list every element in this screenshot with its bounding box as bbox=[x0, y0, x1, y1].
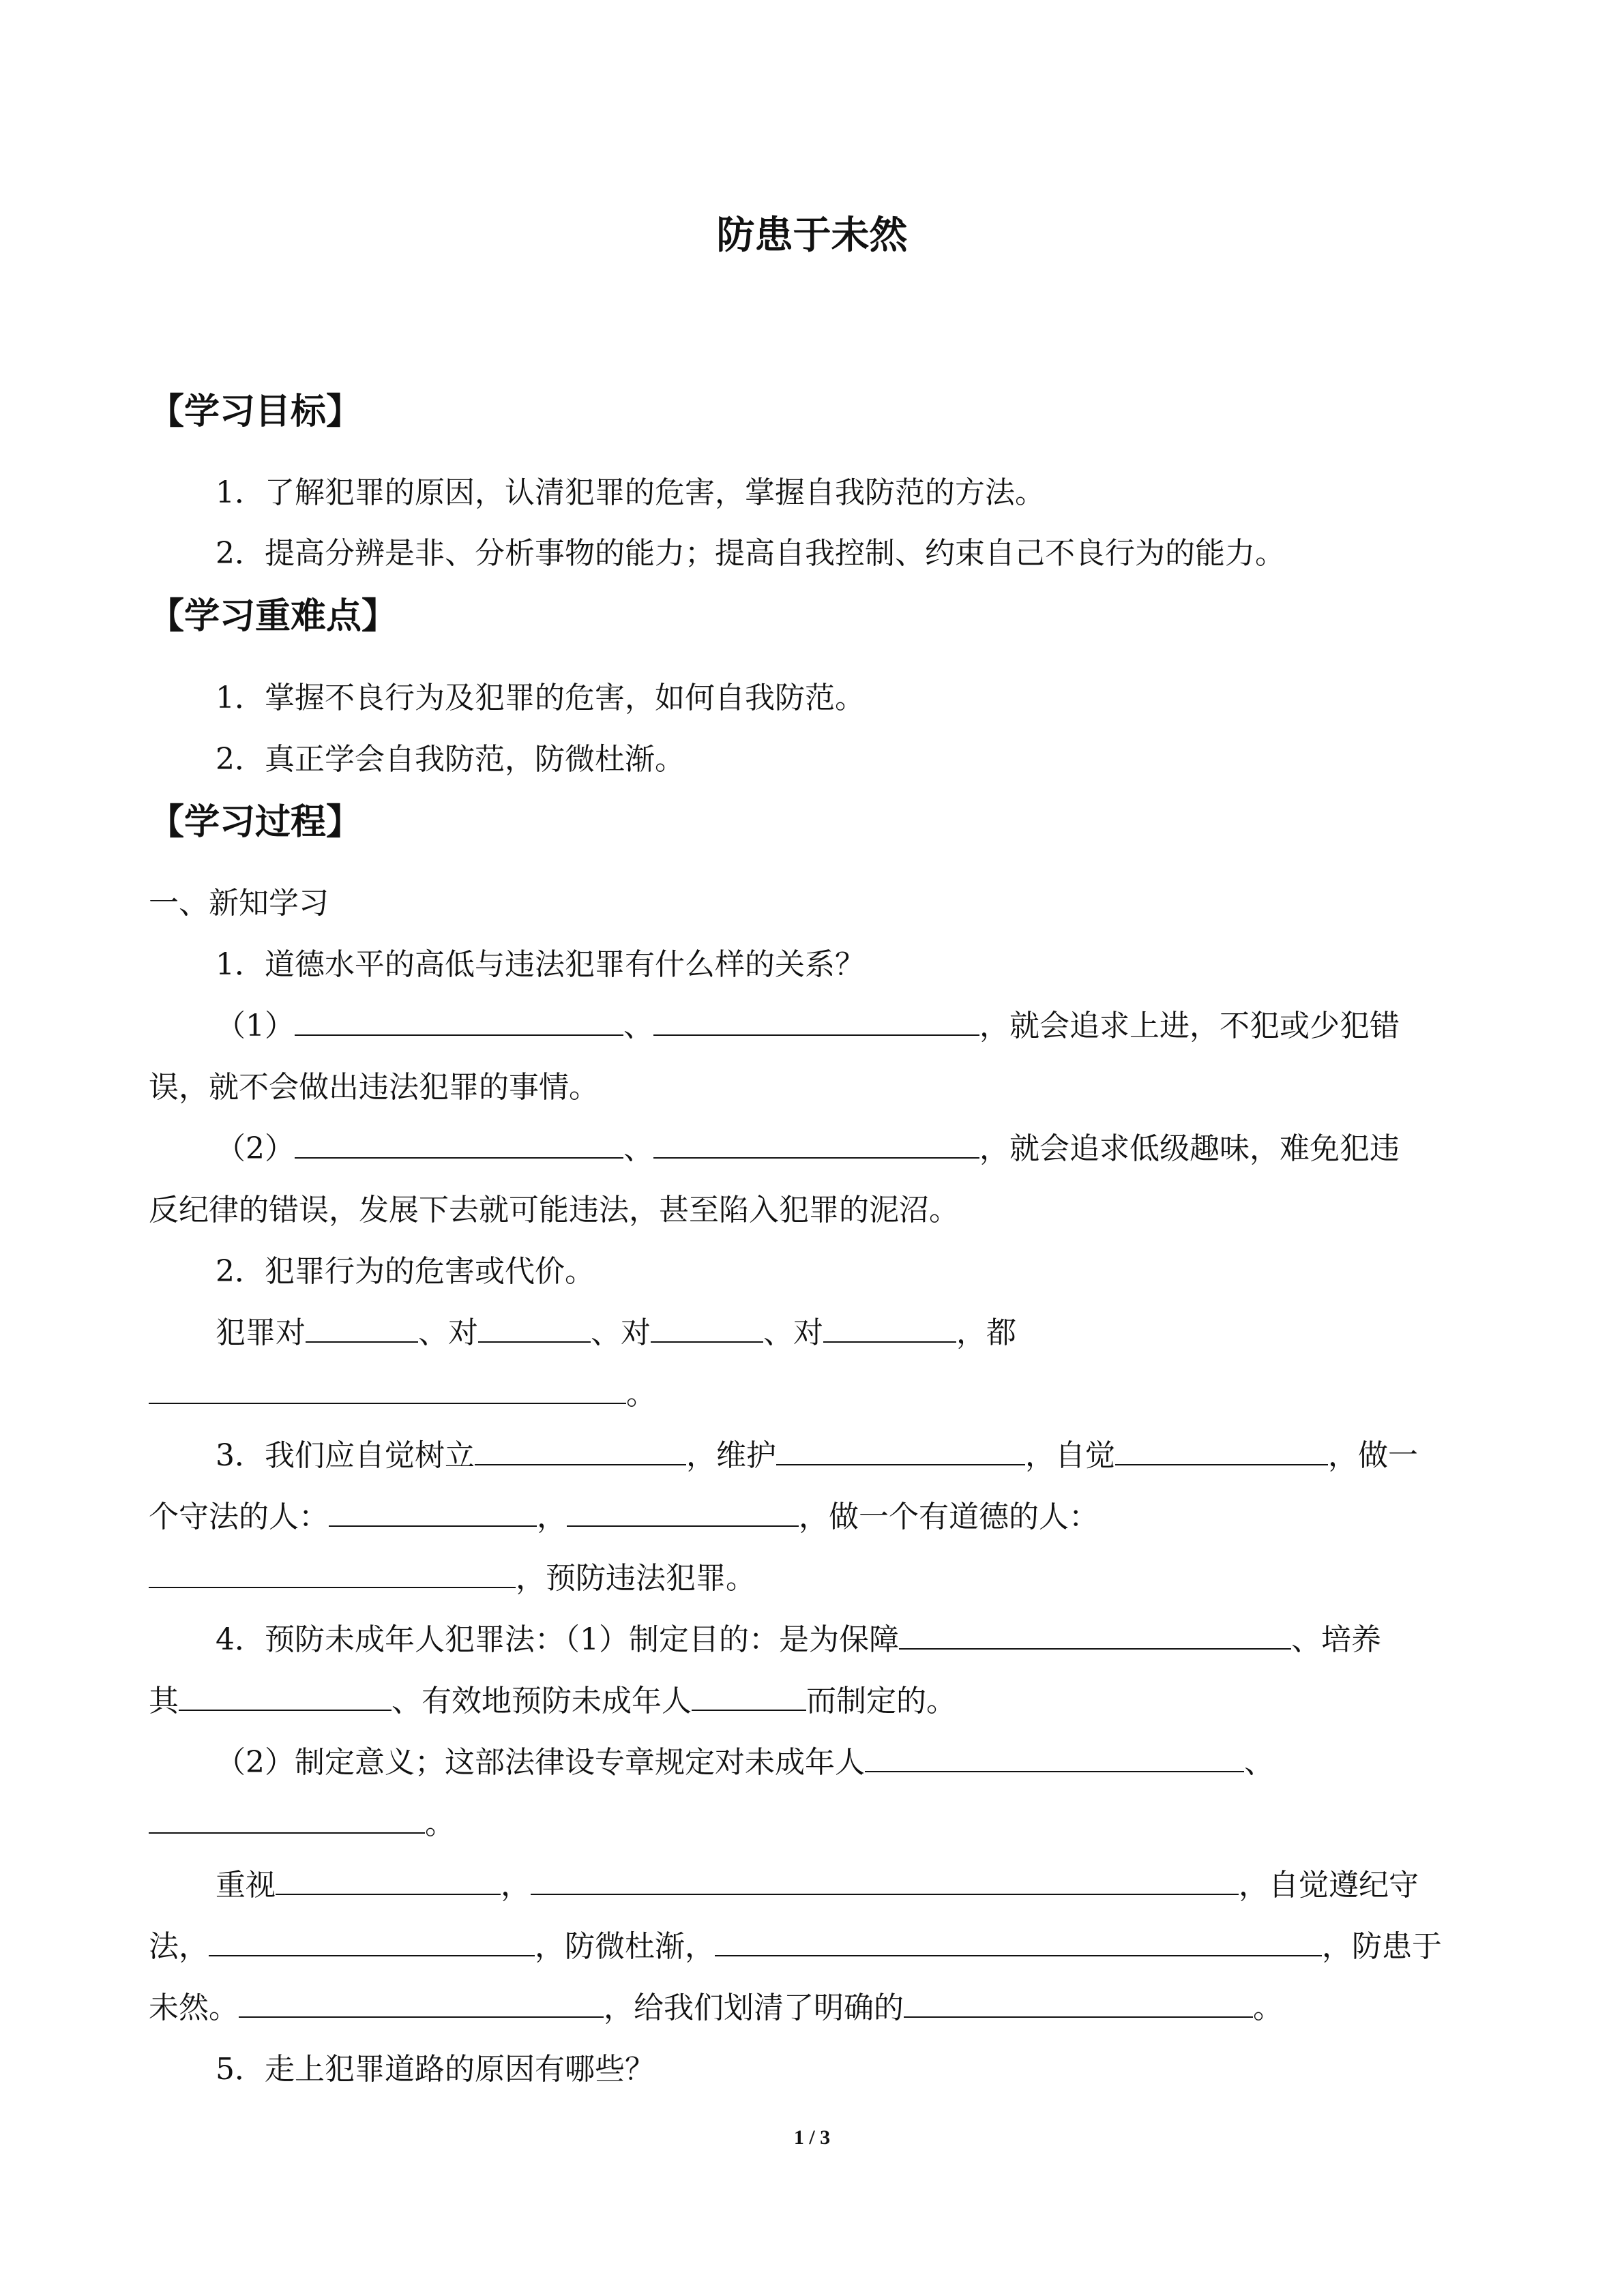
blank-field[interactable] bbox=[653, 1009, 979, 1036]
q2-text: ，都 bbox=[956, 1315, 1016, 1350]
q3-text: ，预防违法犯罪。 bbox=[516, 1561, 756, 1596]
q3-text: ，做一个有道德的人： bbox=[799, 1500, 1099, 1534]
q4-text: 而制定的。 bbox=[806, 1684, 956, 1718]
heading-process: 【学习过程】 bbox=[149, 802, 362, 843]
question-2: 2．犯罪行为的危害或代价。 bbox=[216, 1254, 595, 1289]
q3-text: ，维护 bbox=[686, 1438, 776, 1473]
q4-text: ，给我们划清了明确的 bbox=[604, 1991, 904, 2025]
blank-field[interactable] bbox=[531, 1868, 1239, 1895]
q2-end: 。 bbox=[626, 1377, 656, 1412]
section-new-knowledge: 一、新知学习 bbox=[149, 886, 329, 921]
blank-field[interactable] bbox=[692, 1684, 806, 1711]
q4-text: ， bbox=[501, 1868, 531, 1903]
q4-text: 重视 bbox=[216, 1868, 276, 1903]
q4-text: 、 bbox=[1244, 1745, 1274, 1780]
blank-field[interactable] bbox=[567, 1500, 799, 1527]
question-3-cont2 bbox=[149, 1560, 1475, 1598]
question-4-part-3 bbox=[216, 1866, 1542, 1905]
blank-field[interactable] bbox=[149, 1561, 516, 1588]
blank-field[interactable] bbox=[904, 1991, 1253, 2018]
blank-field[interactable] bbox=[776, 1438, 1025, 1465]
q1-2-sep: 、 bbox=[623, 1131, 653, 1166]
q4-text: 未然。 bbox=[149, 1991, 239, 2025]
blank-field[interactable] bbox=[653, 1131, 979, 1159]
question-3-cont bbox=[149, 1498, 1475, 1536]
q3-text: 个守法的人： bbox=[149, 1500, 329, 1534]
q1-2-prefix: （2） bbox=[216, 1131, 295, 1166]
question-1: 1．道德水平的高低与违法犯罪有什么样的关系？ bbox=[216, 947, 865, 982]
blank-field[interactable] bbox=[149, 1377, 626, 1404]
blank-field[interactable] bbox=[306, 1315, 418, 1343]
page-number: 1 / 3 bbox=[793, 2126, 831, 2149]
goal-item-1: 1．了解犯罪的原因，认清犯罪的危害，掌握自我防范的方法。 bbox=[216, 475, 1045, 510]
q4-text: 。 bbox=[425, 1806, 455, 1841]
question-3 bbox=[216, 1437, 1542, 1475]
q4-text: 。 bbox=[1253, 1991, 1283, 2025]
heading-key-points: 【学习重难点】 bbox=[149, 596, 398, 637]
q3-text: ，做一 bbox=[1328, 1438, 1418, 1473]
q4-text: 、有效地预防未成年人 bbox=[392, 1684, 692, 1718]
q1-1-suffix: ，就会追求上进，不犯或少犯错 bbox=[979, 1009, 1400, 1043]
key-point-item-1: 1．掌握不良行为及犯罪的危害，如何自我防范。 bbox=[216, 681, 865, 715]
q4-text: ，自觉遵纪守 bbox=[1239, 1868, 1419, 1903]
blank-field[interactable] bbox=[209, 1929, 535, 1956]
page-title: 防患于未然 bbox=[716, 213, 908, 258]
question-4-part-2-cont bbox=[149, 1805, 1475, 1843]
blank-field[interactable] bbox=[823, 1315, 956, 1343]
heading-goals: 【学习目标】 bbox=[149, 391, 362, 432]
key-point-item-2: 2．真正学会自我防范，防微杜渐。 bbox=[216, 742, 685, 777]
blank-field[interactable] bbox=[295, 1009, 623, 1036]
blank-field[interactable] bbox=[239, 1991, 604, 2018]
q1-2-suffix: ，就会追求低级趣味，难免犯违 bbox=[979, 1131, 1400, 1166]
blank-field[interactable] bbox=[295, 1131, 623, 1159]
q3-text: ，自觉 bbox=[1025, 1438, 1115, 1473]
blank-field[interactable] bbox=[149, 1806, 425, 1834]
q2-text: 、对 bbox=[763, 1315, 823, 1350]
q1-1-prefix: （1） bbox=[216, 1009, 295, 1043]
q4-text: 4．预防未成年人犯罪法：（1）制定目的：是为保障 bbox=[216, 1622, 899, 1657]
question-4 bbox=[216, 1621, 1542, 1659]
q4-text: ，防患于 bbox=[1322, 1929, 1442, 1964]
blank-field[interactable] bbox=[478, 1315, 591, 1343]
q4-text: （2）制定意义；这部法律设专章规定对未成年人 bbox=[216, 1745, 865, 1780]
blank-field[interactable] bbox=[179, 1684, 392, 1711]
q2-text: 、对 bbox=[591, 1315, 651, 1350]
question-1-part-1 bbox=[216, 1007, 1542, 1045]
q4-text: 其 bbox=[149, 1684, 179, 1718]
blank-field[interactable] bbox=[865, 1745, 1244, 1772]
blank-field[interactable] bbox=[651, 1315, 763, 1343]
question-2-fill bbox=[216, 1314, 1542, 1352]
question-1-part-2 bbox=[216, 1130, 1542, 1168]
question-1-part-2-cont: 反纪律的错误，发展下去就可能违法，甚至陷入犯罪的泥沼。 bbox=[149, 1193, 959, 1227]
blank-field[interactable] bbox=[715, 1929, 1322, 1956]
goal-item-2: 2．提高分辨是非、分析事物的能力；提高自我控制、约束自己不良行为的能力。 bbox=[216, 536, 1285, 571]
question-1-part-1-cont: 误，就不会做出违法犯罪的事情。 bbox=[149, 1070, 599, 1105]
blank-field[interactable] bbox=[1115, 1438, 1328, 1465]
q4-text: 法， bbox=[149, 1929, 209, 1964]
q2-text: 、对 bbox=[418, 1315, 478, 1350]
question-5: 5．走上犯罪道路的原因有哪些？ bbox=[216, 2052, 655, 2087]
q2-text: 犯罪对 bbox=[216, 1315, 306, 1350]
blank-field[interactable] bbox=[329, 1500, 537, 1527]
q4-text: ，防微杜渐， bbox=[535, 1929, 715, 1964]
q3-text: ， bbox=[537, 1500, 567, 1534]
blank-field[interactable] bbox=[475, 1438, 686, 1465]
q3-text: 3．我们应自觉树立 bbox=[216, 1438, 475, 1473]
question-4-part-3-cont2 bbox=[149, 1989, 1475, 2027]
question-2-fill-cont bbox=[149, 1375, 1475, 1414]
blank-field[interactable] bbox=[899, 1622, 1291, 1650]
q4-text: 、培养 bbox=[1291, 1622, 1381, 1657]
q1-1-sep: 、 bbox=[623, 1009, 653, 1043]
question-4-cont bbox=[149, 1682, 1475, 1720]
question-4-part-2 bbox=[216, 1744, 1542, 1782]
question-4-part-3-cont bbox=[149, 1928, 1475, 1966]
blank-field[interactable] bbox=[276, 1868, 501, 1895]
